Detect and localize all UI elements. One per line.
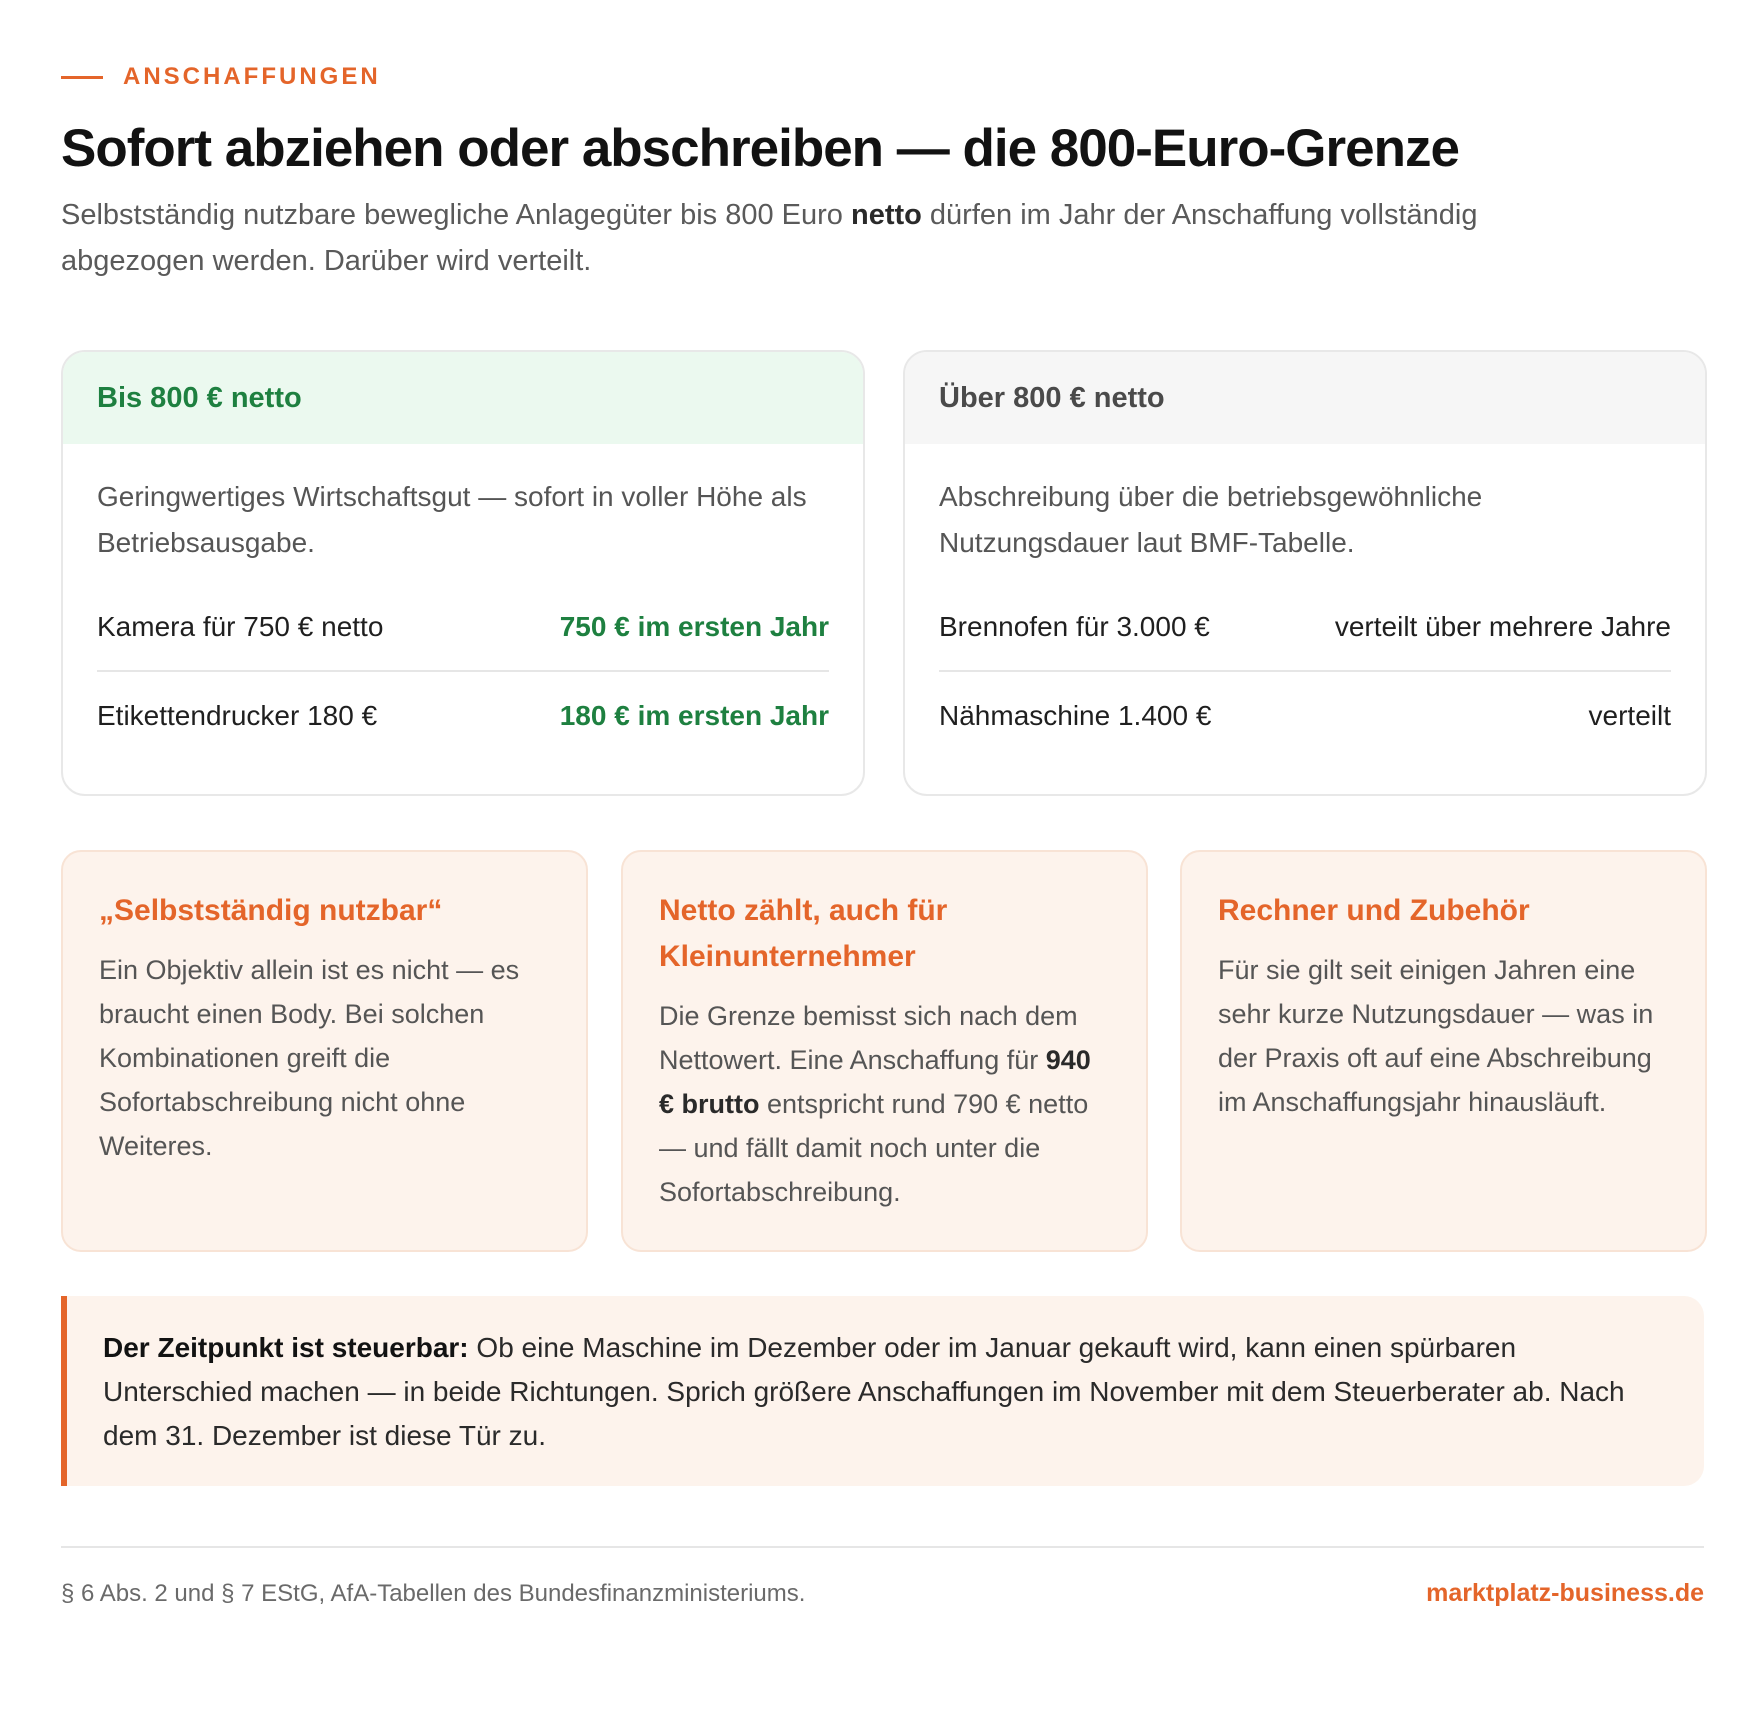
eyebrow-label: ANSCHAFFUNGEN	[123, 63, 381, 90]
info-card-title: Rechner und Zubehör	[1218, 894, 1530, 927]
row-label: Etikettendrucker 180 €	[97, 700, 378, 731]
info-text-bold: 940 € brutto	[659, 1045, 1091, 1119]
info-card-text	[659, 994, 1110, 1214]
info-text-pre: Die Grenze bemisst sich nach dem Nettowert. Eine Anschaffung für	[659, 1001, 1078, 1075]
row-value: verteilt über mehrere Jahre	[1334, 611, 1671, 642]
footer-divider	[61, 1546, 1704, 1548]
row-label: Kamera für 750 € netto	[97, 611, 384, 642]
row-label: Nähmaschine 1.400 €	[939, 700, 1212, 731]
footer-brand-link[interactable]: marktplatz-business.de	[1426, 1579, 1704, 1607]
info-card-text: Ein Objektiv allein ist es nicht — es braucht einen Body. Bei solchen Kombinationen greift die Sofortabschreibung nicht ohne Weiteres.	[99, 955, 520, 1161]
timing-callout	[61, 1296, 1704, 1486]
eyebrow-line	[61, 76, 103, 79]
row-value: verteilt	[1588, 700, 1671, 731]
info-card-selbststaendig	[61, 850, 588, 1252]
compare-card-below-800	[61, 350, 865, 796]
info-text-post: entspricht rund 790 € netto — und fällt damit noch unter die Sofortabschreibung.	[659, 1089, 1089, 1207]
lead-part2: dürfen im Jahr der Anschaffung vollständig abgezogen werden. Darüber wird verteilt.	[61, 199, 1478, 277]
lead-paragraph	[61, 192, 1561, 284]
info-card-text: Für sie gilt seit einigen Jahren eine sehr kurze Nutzungsdauer — was in der Praxis oft auf eine Abschreibung im Anschaffungsjahr hinausläuft.	[1218, 955, 1654, 1117]
compare-row	[939, 672, 1671, 760]
callout-bold: Der Zeitpunkt ist steuerbar:	[103, 1332, 469, 1363]
compare-row	[97, 672, 829, 760]
info-card-netto	[621, 850, 1148, 1252]
page-title: Sofort abziehen oder abschreiben — die 800-Euro-Grenze	[61, 119, 1459, 178]
lead-part1: Selbstständig nutzbare bewegliche Anlagegüter bis 800 Euro	[61, 199, 851, 231]
compare-description: Geringwertiges Wirtschaftsgut — sofort in voller Höhe als Betriebsausgabe.	[97, 481, 807, 558]
compare-rows	[97, 584, 829, 760]
row-value: 180 € im ersten Jahr	[559, 700, 829, 731]
info-card-title: Netto zählt, auch für Kleinunternehmer	[659, 894, 948, 973]
row-value: 750 € im ersten Jahr	[559, 611, 829, 642]
lead-bold: netto	[850, 199, 922, 231]
compare-row	[97, 584, 829, 672]
info-card-title: „Selbstständig nutzbar“	[99, 894, 443, 927]
compare-rows	[939, 584, 1671, 760]
compare-heading: Über 800 € netto	[905, 352, 1705, 444]
eyebrow	[61, 63, 381, 91]
footer-source: § 6 Abs. 2 und § 7 EStG, AfA-Tabellen des Bundesfinanzministeriums.	[61, 1580, 806, 1607]
row-label: Brennofen für 3.000 €	[939, 611, 1210, 642]
callout-text: Ob eine Maschine im Dezember oder im Januar gekauft wird, kann einen spürbaren Unterschied machen — in beide Richtungen. Sprich größere Anschaffungen im November mit dem Steuerberater ab. Nach dem 31. Dezember ist diese Tür zu.	[103, 1332, 1625, 1451]
compare-description: Abschreibung über die betriebsgewöhnliche Nutzungsdauer laut BMF-Tabelle.	[939, 481, 1483, 558]
compare-row	[939, 584, 1671, 672]
info-card-rechner	[1180, 850, 1707, 1252]
compare-card-above-800	[903, 350, 1707, 796]
compare-heading: Bis 800 € netto	[63, 352, 863, 444]
